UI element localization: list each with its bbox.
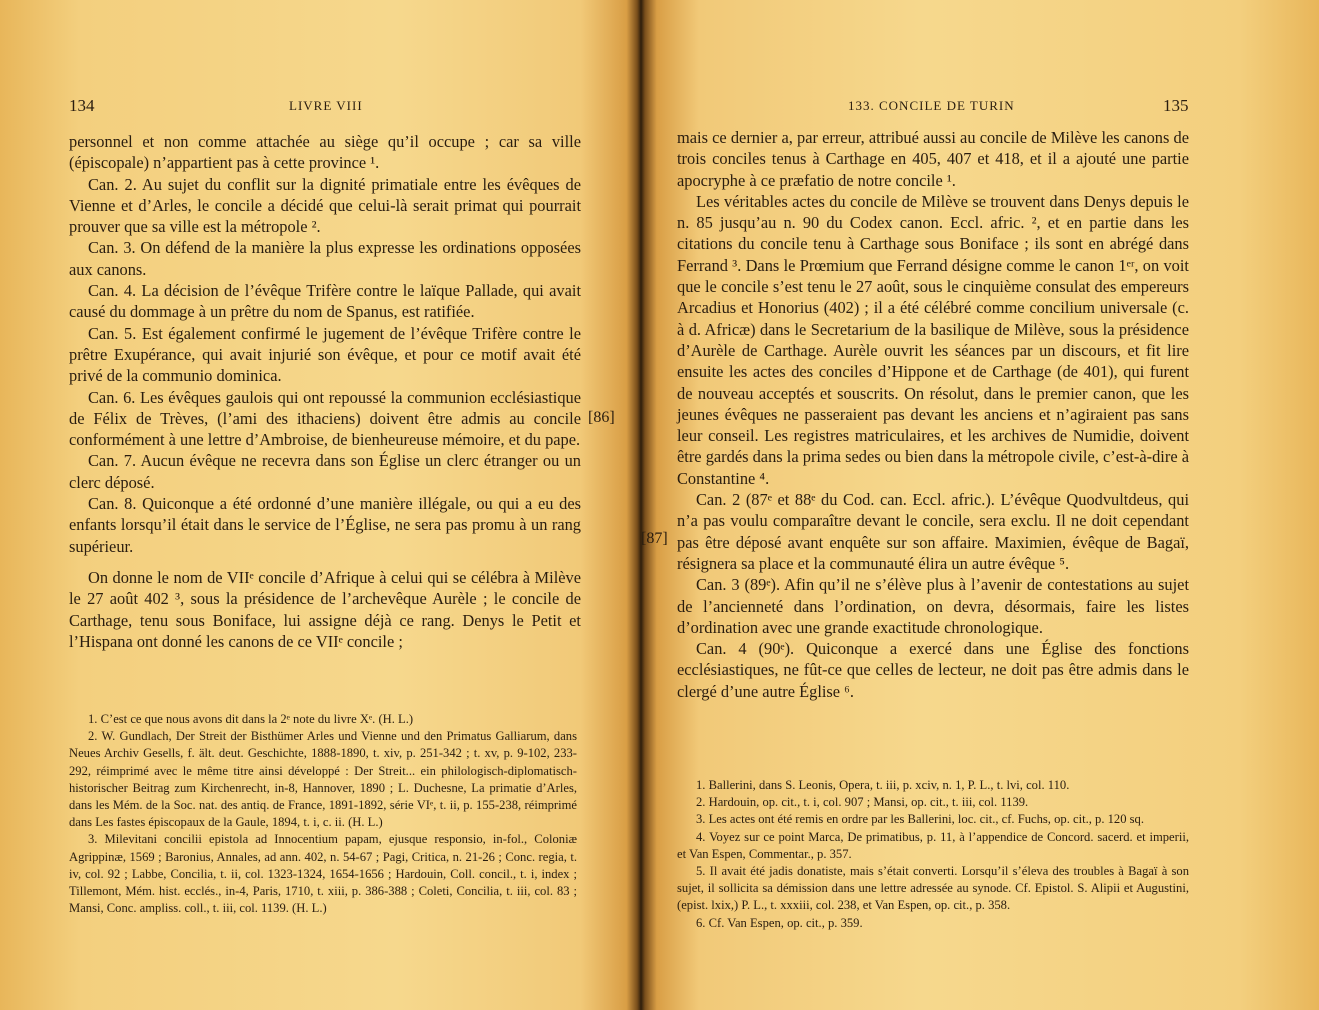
right-page (640, 0, 1319, 1010)
footnotes (677, 777, 1189, 932)
paragraph: Can. 4. La décision de l’évêque Trifère contre le laïque Pallade, qui avait causé du dommage à un prêtre du nom de Spanus, est ratifiée. (69, 281, 581, 322)
running-head: LIVRE VIII (289, 98, 363, 113)
paragraph: Can. 5. Est également confirmé le jugement de l’évêque Trifère contre le prêtre Exupérance, qui avait injurié son évêque, et pour ce motif avait été privé de la communio dominica. (69, 323, 581, 386)
footnote: 4. Voyez sur ce point Marca, De primatibus, p. 11, à l’appendice de Concord. sacerd. et imperii, et Van Espen, Commentar., p. 357. (677, 829, 1189, 861)
paragraph: Can. 2 (87ᵉ et 88ᵉ du Cod. can. Eccl. afric.). L’évêque Quodvultdeus, qui n’a pas voulu comparaître devant le concile, sera exclu. Il ne doit cependant pas être déposé avant enquête sur son affaire. Maximien, évêque de Bagaï, résignera sa place et la communauté élira un autre évêque ⁵. (677, 490, 1189, 573)
footnote: 3. Milevitani concilii epistola ad Innocentium papam, ejusque responsio, in-fol., Coloniæ Agrippinæ, 1569 ; Baronius, Annales, ad ann. 402, n. 54-67 ; Pagi, Critica, n. 21-26 ; Conc. regia, t. iv, col. 92 ; Labbe, Concilia, t. ii, col. 1323-1324, 1654-1656 ; Hardouin, Coll. concil., t. i, index ; Tillemont, Mém. hist. ecclés., in-4, Paris, 1710, t. xiii, p. 386-388 ; Coleti, Concilia, t. iii, col. 83 ; Mansi, Conc. ampliss. coll., t. iii, col. 1139. (H. L.) (69, 832, 577, 916)
body-text (69, 131, 581, 652)
footnote: 2. Hardouin, op. cit., t. i, col. 907 ; Mansi, op. cit., t. iii, col. 1139. (696, 795, 1029, 810)
paragraph: Can. 4 (90ᵉ). Quiconque a exercé dans une Église des fonctions ecclésiastiques, ne fût-ce que celles de lecteur, ne doit pas être admis dans le clergé d’une autre Église ⁶. (677, 639, 1189, 701)
running-head: 133. CONCILE DE TURIN (848, 98, 1015, 113)
paragraph: Can. 8. Quiconque a été ordonné d’une manière illégale, ou qui a eu des enfants lorsqu’il était dans le service de l’Église, ne sera pas promu à un rang supérieur. (69, 494, 581, 556)
footnote: 6. Cf. Van Espen, op. cit., p. 359. (696, 915, 863, 930)
page-number: 134 (69, 96, 95, 115)
footnote: 1. Ballerini, dans S. Leonis, Opera, t. iii, p. xciv, n. 1, P. L., t. lvi, col. 110. (696, 778, 1070, 792)
paragraph: Can. 7. Aucun évêque ne recevra dans son Église un clerc étranger ou un clerc déposé. (69, 451, 581, 492)
paragraph: Can. 3 (89ᵉ). Afin qu’il ne s’élève plus à l’avenir de contestations au sujet de l’ancienneté dans l’ordination, on devra, désormais, faire les listes d’ordination avec une grande exactitude chronologique. (677, 575, 1189, 637)
body-text (677, 127, 1189, 702)
page-number: 135 (1163, 96, 1189, 115)
paragraph: Can. 3. On défend de la manière la plus expresse les ordinations opposées aux canons. (69, 238, 581, 279)
footnote: 2. W. Gundlach, Der Streit der Bisthümer Arles und Vienne und den Primatus Galliarum, dans Neues Archiv Gesells, f. ält. deut. Geschichte, 1888-1890, t. xiv, p. 251-342 ; t. xv, p. 9-102, 233-292, réimprimé avec le même titre ainsi développé : Der Streit... ein philologisch-diplomatisch-historischer Beitrag zum Kirchenrecht, in-8, Hannover, 1890 ; L. Duchesne, La primatie d’Arles, dans les Mém. de la Soc. nat. des antiq. de France, 1891-1892, série VIᵉ, t. ii, p. 155-238, réimprimé dans Les fastes épiscopaux de la Gaule, 1894, t. i, c. ii. (H. L.) (69, 729, 577, 830)
left-page (0, 0, 630, 1010)
paragraph: mais ce dernier a, par erreur, attribué aussi au concile de Milève les canons de trois conciles tenus à Carthage en 405, 407 et 418, et il a ajouté une partie apocryphe à ce præfatio de notre concile ¹. (677, 128, 1189, 190)
footnotes (69, 711, 577, 917)
margin-marker: [87] (641, 530, 668, 547)
paragraph: personnel et non comme attachée au siège qu’il occupe ; car sa ville (épiscopale) n’appartient pas à cette province ¹. (69, 132, 581, 173)
paragraph: On donne le nom de VIIᵉ concile d’Afrique à celui qui se célébra à Milève le 27 août 402 ³, sous la présidence de l’archevêque Aurèle ; le concile de Carthage, tenu sous Boniface, lui assigne déjà ce rang. Denys le Petit et l’Hispana ont donné les canons de ce VIIᵉ concile ; (69, 567, 581, 651)
margin-marker: [86] (588, 409, 615, 426)
paragraph: Les véritables actes du concile de Milève se trouvent dans Denys depuis le n. 85 jusqu’au n. 90 du Codex canon. Eccl. afric. ², et en partie dans les citations du concile tenu à Carthage sous Boniface ; ils sont en abrégé dans Ferrand ³. Dans le Prœmium que Ferrand désigne comme le canon 1ᵉʳ, on voit que le concile s’est tenu le 27 août, sous le cinquième consulat des empereurs Arcadius et Honorius (402) ; il a été célébré comme concilium universale (c. à d. Africæ) dans le Secretarium de la basilique de Milève, sous la présidence d’Aurèle de Carthage. Aurèle ouvrit les séances par un discours, et fit lire ensuite les actes des conciles d’Hippone et de Carthage (de 401), qui furent de nouveau acceptés et souscrits. On résolut, dans le premier canon, que les jeunes évêques ne passeraient pas devant les anciens et n’agiraient pas sans leur conseil. Les registres matriculaires, et les archives de Numidie, doivent être gardés dans la prima sedes ou bien dans la métropole civile, c’est-à-dire à Constantine ⁴. (677, 191, 1189, 488)
footnote: 5. Il avait été jadis donatiste, mais s’était converti. Lorsqu’il s’éleva des troubles à Bagaï à son sujet, il sollicita sa démission dans une lettre adressée au synode. Cf. Epistol. S. Alipii et Augustini, (epist. lxix,) P. L., t. xxxiii, col. 238, et Van Espen, op. cit., p. 358. (677, 864, 1189, 913)
paragraph: Can. 2. Au sujet du conflit sur la dignité primatiale entre les évêques de Vienne et d’Arles, le concile a décidé que celui-là serait primat qui pourrait prouver que sa ville est la métropole ². (69, 174, 581, 237)
footnote: 3. Les actes ont été remis en ordre par les Ballerini, loc. cit., cf. Fuchs, op. cit., p. 120 sq. (696, 812, 1145, 827)
paragraph: Can. 6. Les évêques gaulois qui ont repoussé la communion ecclésiastique de Félix de Trèves, (l’ami des ithaciens) doivent être admis au concile conformément à une lettre d’Ambroise, de bienheureuse mémoire, et du pape. (69, 387, 581, 450)
footnote: 1. C’est ce que nous avons dit dans la 2ᵉ note du livre Xᵉ. (H. L.) (88, 712, 414, 726)
